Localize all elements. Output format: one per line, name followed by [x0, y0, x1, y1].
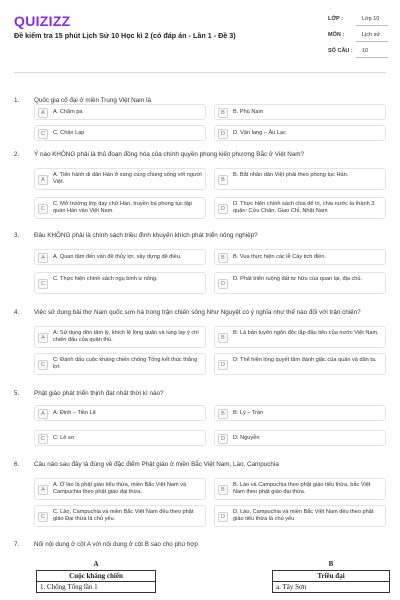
option-d[interactable]	[214, 125, 386, 141]
option-b[interactable]	[214, 478, 386, 500]
meta-value: Lịch sử	[362, 32, 381, 38]
option-letter-badge: B	[218, 485, 228, 495]
meta-subject	[324, 29, 388, 42]
option-d[interactable]	[214, 272, 386, 294]
option-c[interactable]	[34, 272, 206, 294]
option-text: B. Bắt nhân dân Việt phải theo phong tục Hán.	[233, 172, 349, 178]
table-a-header: Cuộc kháng chiến	[37, 571, 156, 582]
table-b-header: Triều đại	[273, 571, 390, 582]
question-text: Quốc gia cổ đại ở miền Trung Việt Nam là	[34, 97, 152, 104]
option-letter-badge: A	[38, 175, 48, 185]
option-letter-badge: A	[38, 409, 48, 419]
table-a-row: 1. Chống Tống lần 1	[37, 582, 156, 593]
option-letter-badge: C	[38, 279, 48, 289]
question-text: Phật giáo phát triển thịnh đạt nhất thời kì nào?	[34, 390, 164, 397]
question-number: 6.	[14, 461, 20, 468]
option-text: A. Tiến hành di dân Hán ở sang cùng chung sống với người Việt.	[53, 172, 202, 185]
question-text: Nối nội dung ở cột A với nội dung ở cột B sao cho phù hợp	[34, 541, 198, 548]
option-letter-badge: A	[38, 485, 48, 495]
option-text: A: Đinh – Tiền Lê	[53, 410, 96, 416]
option-letter-badge: C	[38, 360, 48, 370]
option-text: D. Phát triển ruộng đất tư hữu của quan lại, địa chủ.	[233, 276, 363, 282]
option-a[interactable]	[34, 326, 206, 348]
option-letter-badge: D	[218, 129, 228, 139]
option-text: C. Chân Lạp	[53, 130, 85, 136]
option-c[interactable]	[34, 505, 206, 527]
option-letter-badge: A	[38, 253, 48, 263]
question-text: Câu nào sau đây là đúng về đặc điểm Phật giáo ở miền Bắc Việt Nam, Lào, Campuchia	[34, 461, 279, 468]
option-c[interactable]	[34, 430, 206, 446]
worksheet-title: Đề kiểm tra 15 phút Lịch Sử 10 Học kì 2 (có đáp án - Lần 1 - Đề 3)	[14, 31, 236, 40]
option-text: D. Lào, Campuchia và miền Bắc Việt Nam đều theo phật giáo tiểu thừa là chủ yếu	[233, 509, 374, 522]
column-b-caption: B	[328, 560, 334, 568]
option-d[interactable]	[214, 430, 386, 446]
worksheet-header	[0, 0, 400, 72]
option-text: C. Thực hiện chính sách ngụ binh ư nông.	[53, 276, 158, 282]
option-letter-badge: B	[218, 175, 228, 185]
meta-underline	[356, 41, 388, 42]
option-b[interactable]	[214, 405, 386, 421]
option-c[interactable]	[34, 125, 206, 141]
matching-table-b	[272, 570, 390, 593]
option-text: D: Nguyễn	[233, 435, 260, 441]
option-letter-badge: C	[38, 434, 48, 444]
option-letter-badge: D	[218, 279, 228, 289]
option-c[interactable]	[34, 197, 206, 219]
meta-value: 10	[362, 48, 369, 54]
option-letter-badge: D	[218, 360, 228, 370]
option-text: B. Lào và Campuchia theo phật giáo tiểu thừa, bắc Việt Nam theo phật giáo đại thừa.	[233, 482, 371, 495]
option-letter-badge: A	[38, 333, 48, 343]
option-d[interactable]	[214, 505, 386, 527]
table-b-row: a. Tây Sơn	[273, 582, 390, 593]
option-text: D. Văn lang – Âu Lạc	[233, 130, 286, 136]
option-letter-badge: B	[218, 333, 228, 343]
meta-label: LỚP :	[328, 16, 343, 22]
question-text: Đâu KHÔNG phải là chính sách triều đình khuyến khích phát triển nông nghiệp?	[34, 232, 258, 239]
question-number: 5.	[14, 390, 20, 397]
question-number: 7.	[14, 541, 20, 548]
option-text: B. Phù Nam	[233, 109, 264, 115]
column-a-caption: A	[93, 560, 99, 568]
option-text: A. Quan tâm đến vấn đề thủy lợi, xây dựng đê điều.	[53, 254, 182, 260]
option-b[interactable]	[214, 104, 386, 120]
meta-value: Lớp 10	[362, 16, 380, 22]
option-b[interactable]	[214, 326, 386, 348]
question-number: 1.	[14, 97, 20, 104]
option-text: D: Thể hiện lòng quyết tâm đánh giặc của quân và dân ta.	[233, 357, 377, 363]
question-number: 3.	[14, 232, 20, 239]
option-d[interactable]	[214, 353, 386, 375]
question-text: Ý nào KHÔNG phải là thủ đoạn đồng hóa của chính quyền phong kiến phương Bắc ở Việt Nam?	[34, 151, 305, 158]
meta-label: SỐ CÂU :	[328, 48, 353, 54]
meta-label: MÔN :	[328, 32, 345, 38]
option-letter-badge: C	[38, 129, 48, 139]
option-a[interactable]	[34, 478, 206, 500]
meta-underline	[356, 57, 388, 58]
option-letter-badge: D	[218, 434, 228, 444]
option-b[interactable]	[214, 168, 386, 190]
option-letter-badge: D	[218, 204, 228, 214]
option-a[interactable]	[34, 405, 206, 421]
option-letter-badge: A	[38, 108, 48, 118]
option-letter-badge: B	[218, 409, 228, 419]
meta-question-count	[324, 45, 388, 58]
question-number: 4.	[14, 309, 20, 316]
option-c[interactable]	[34, 353, 206, 375]
option-b[interactable]	[214, 249, 386, 265]
option-text: C. Lào, Campuchia và miền Bắc Việt Nam đều theo phật giáo Đại thừa là chủ yếu.	[53, 509, 194, 522]
meta-underline	[356, 25, 388, 26]
option-text: B. Vua thực hiện các lễ Cày tịch điền.	[233, 254, 327, 260]
option-text: C. Mở trường lớp dạy chữ Hán, truyền bá phong tục tập quán Hán vào Việt Nam.	[53, 201, 193, 214]
option-a[interactable]	[34, 168, 206, 190]
option-letter-badge: B	[218, 253, 228, 263]
header-divider	[14, 72, 386, 73]
option-text: A. Chăm pa	[53, 109, 83, 115]
option-letter-badge: D	[218, 512, 228, 522]
option-letter-badge: C	[38, 204, 48, 214]
option-text: A: Sử dụng đòn tâm lý, khích lệ lòng quân và lung lay ý chí chiến đấu của quân thù.	[53, 330, 199, 343]
question-text: Việc sử dụng bài thơ Nam quốc sơn hà trong trận chiến sông Như Nguyệt có ý nghĩa như thế nào đối với trận chiến?	[34, 309, 361, 316]
option-text: D. Thực hiện chính sách chia để trị, chia nước ta thành 3 quận: Cửu Chân, Giao Chỉ, Nhật Nam	[233, 201, 375, 214]
option-text: A. Ở lào là phật giáo tiểu thừa, miền Bắc Việt Nam và Campuchia theo phật giáo đại thừa.	[53, 482, 187, 495]
matching-table-a	[36, 570, 156, 593]
question-number: 2.	[14, 151, 20, 158]
option-text: B: Là bản tuyên ngôn độc lập đầu tiên của nước Việt Nam.	[233, 330, 379, 336]
option-letter-badge: C	[38, 512, 48, 522]
option-text: C: Lê sơ	[53, 435, 75, 441]
option-text: C: Đánh dấu cuộc kháng chiến chống Tống kết thúc thắng lợi.	[53, 357, 198, 370]
option-text: B: Lý – Trần	[233, 410, 264, 416]
quizizz-logo: QUIZIZZ	[14, 13, 71, 29]
option-a[interactable]	[34, 249, 206, 265]
option-a[interactable]	[34, 104, 206, 120]
option-d[interactable]	[214, 197, 386, 219]
option-letter-badge: B	[218, 108, 228, 118]
meta-class	[324, 13, 388, 26]
